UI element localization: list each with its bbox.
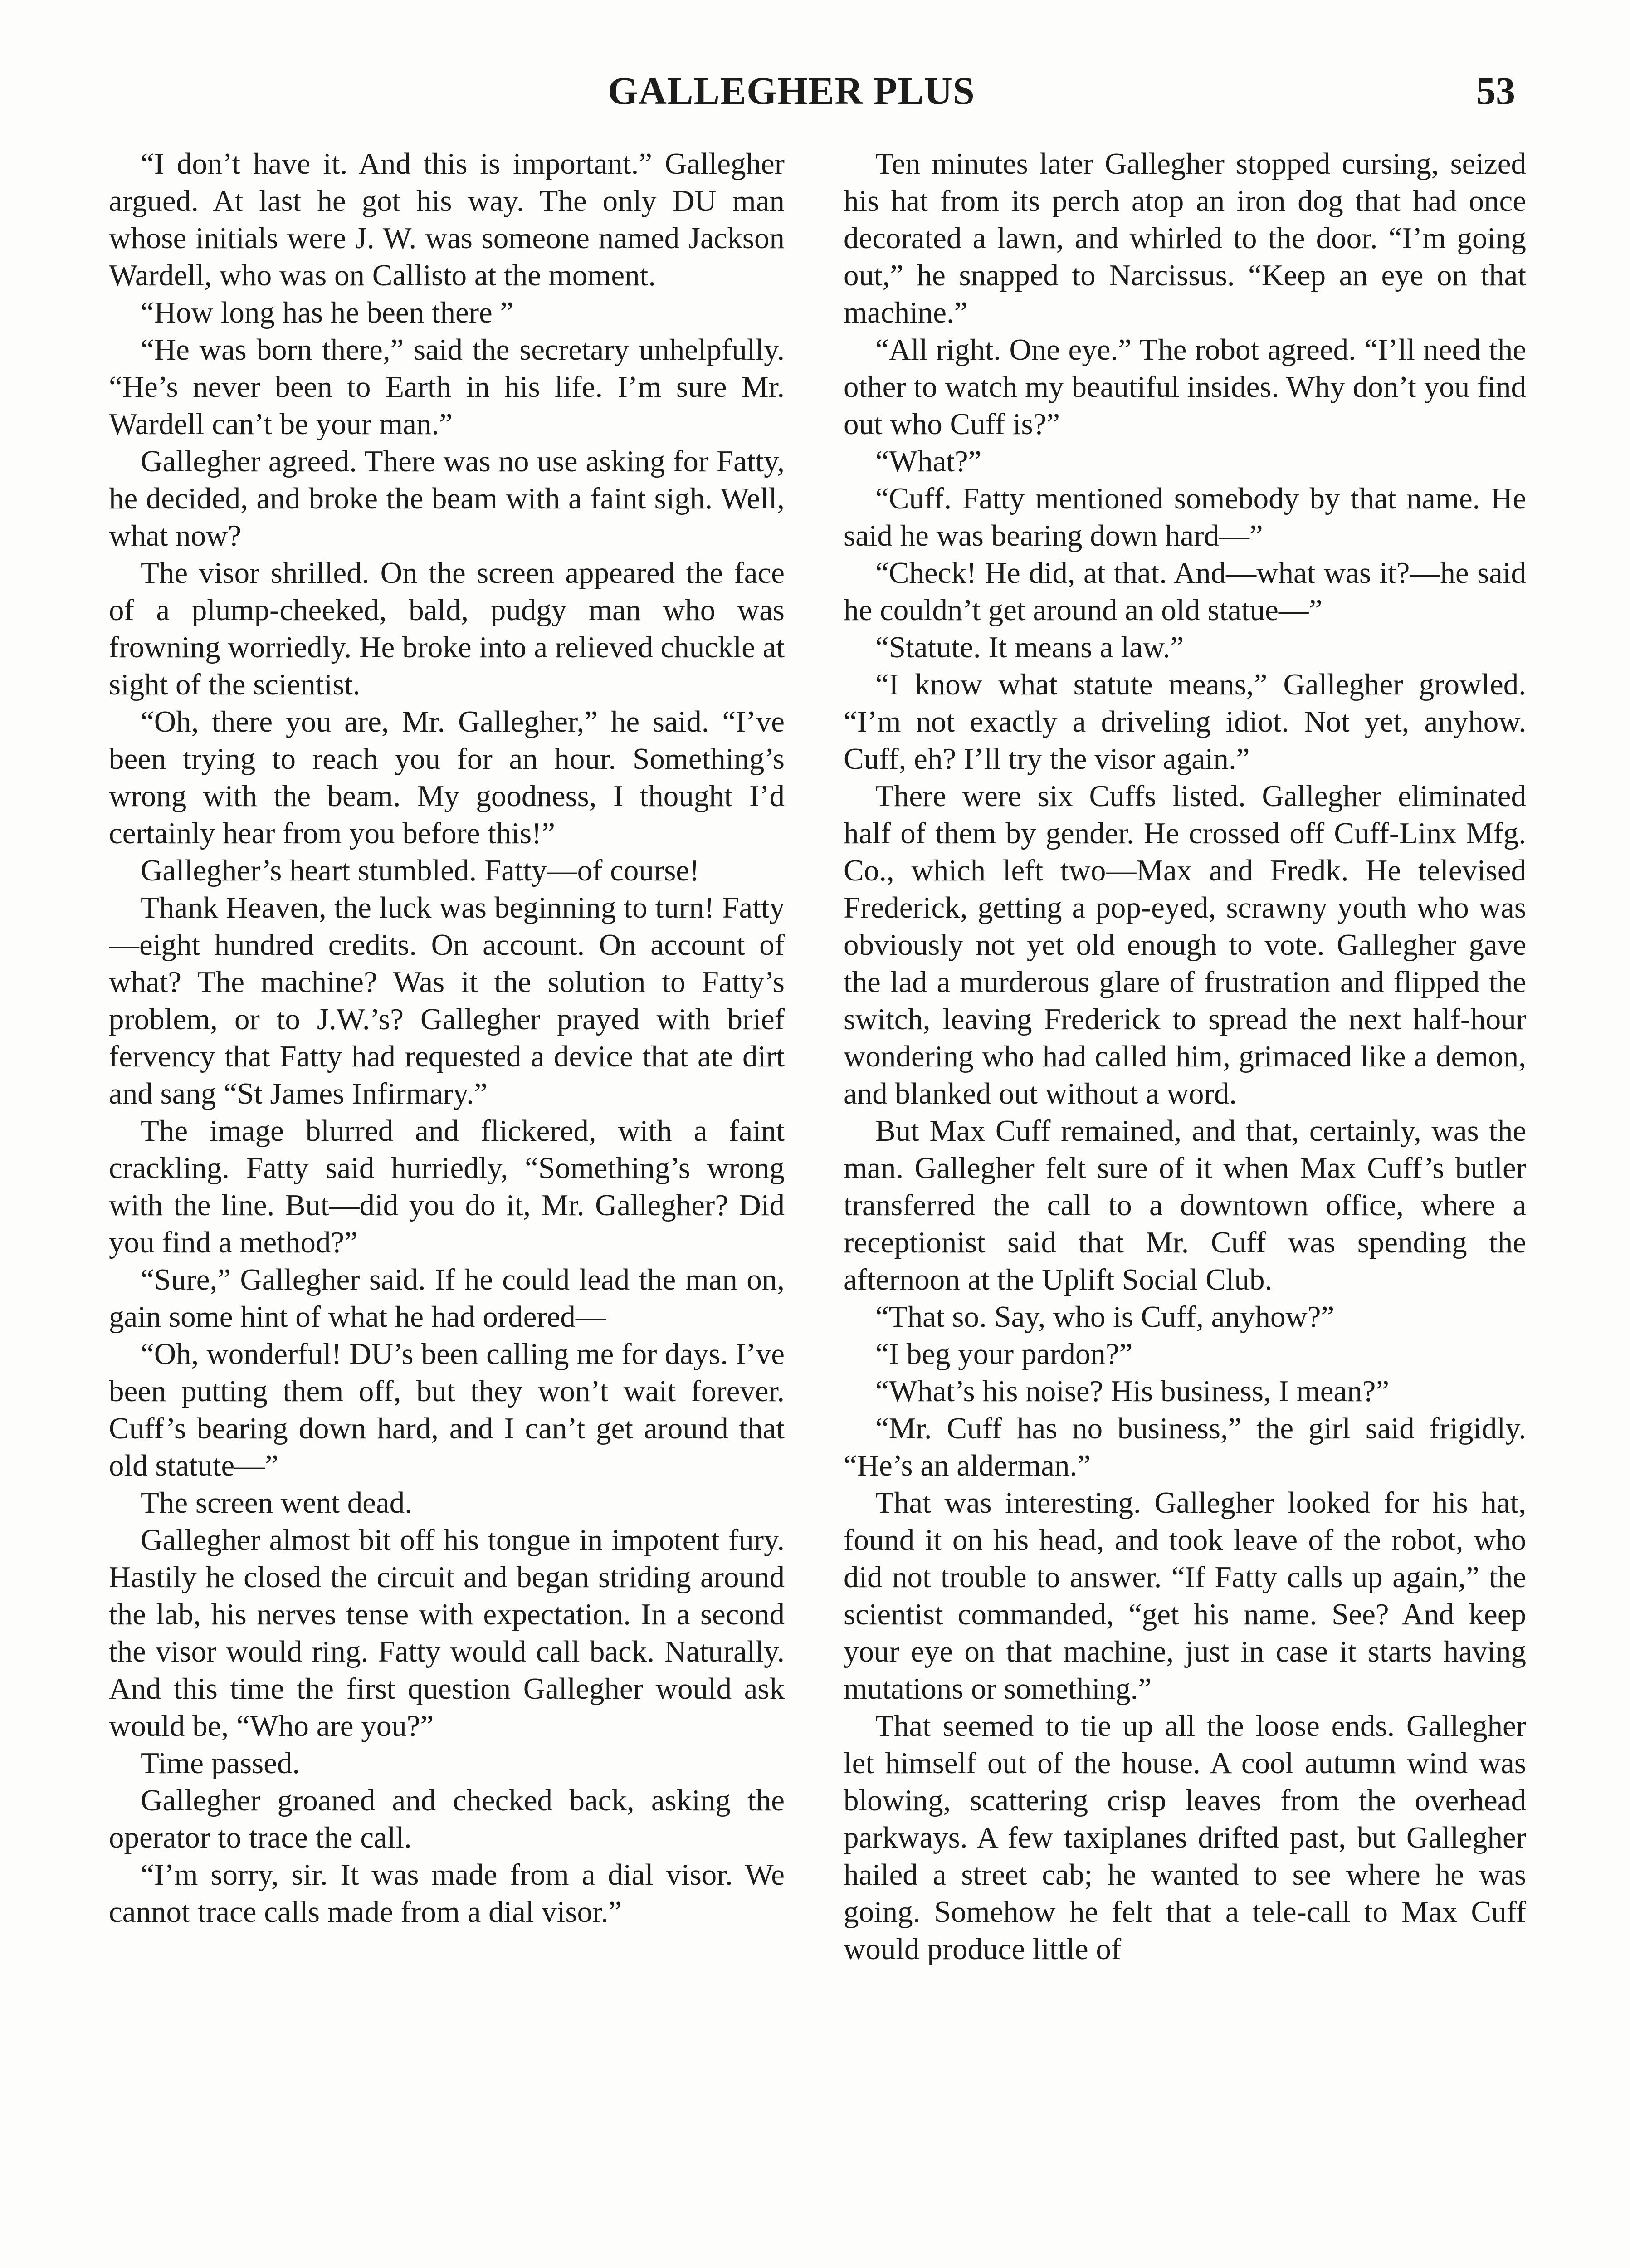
left-column — [109, 145, 785, 2268]
paragraph: “Check! He did, at that. And—what was it?—he said he couldn’t get around an old statue—” — [844, 556, 1526, 627]
paragraph: “What?” — [875, 445, 982, 478]
paragraph: But Max Cuff remained, and that, certainly, was the man. Gallegher felt sure of it when Max Cuff’s butler transferred the call to a downtown office, where a receptionist said that Mr. Cuff was spending the afternoon at the Uplift Social Club. — [844, 1114, 1526, 1296]
paragraph: “What’s his noise? His business, I mean?” — [875, 1374, 1390, 1408]
paragraph: “I beg your pardon?” — [875, 1337, 1133, 1371]
paragraph: “Cuff. Fatty mentioned somebody by that name. He said he was bearing down hard—” — [844, 482, 1526, 552]
paragraph: “I don’t have it. And this is important.” Gallegher argued. At last he got his way. The only DU man whose initials were J. W. was someone named Jackson Wardell, who was on Callisto at the moment. — [109, 147, 785, 292]
paragraph: Gallegher groaned and checked back, asking the operator to trace the call. — [109, 1784, 785, 1854]
paragraph: “How long has he been there ” — [141, 296, 514, 329]
paragraph: The visor shrilled. On the screen appeared the face of a plump-cheeked, bald, pudgy man who was frowning worriedly. He broke into a relieved chuckle at sight of the scientist. — [109, 556, 785, 701]
page-header — [0, 68, 1630, 136]
paragraph: There were six Cuffs listed. Gallegher eliminated half of them by gender. He crossed off Cuff-Linx Mfg. Co., which left two—Max and Fredk. He televised Frederick, getting a pop-eyed, scrawny youth who was obviously not yet old enough to vote. Gallegher gave the lad a murderous glare of frustration and flipped the switch, leaving Frederick to spread the next half-hour wondering who had called him, grimaced like a demon, and blanked out without a word. — [844, 779, 1526, 1110]
paragraph: That seemed to tie up all the loose ends. Gallegher let himself out of the house. A cool autumn wind was blowing, scattering crisp leaves from the overhead parkways. A few taxiplanes drifted past, but Gallegher hailed a street cab; he wanted to see where he was going. Somehow he felt that a tele-call to Max Cuff would produce little of — [844, 1709, 1526, 1966]
paragraph: Ten minutes later Gallegher stopped cursing, seized his hat from its perch atop an iron dog that had once decorated a lawn, and whirled to the door. “I’m going out,” he snapped to Narcissus. “Keep an eye on that machine.” — [844, 147, 1526, 329]
paragraph: Time passed. — [141, 1746, 300, 1780]
paragraph: “I know what statute means,” Gallegher growled. “I’m not exactly a driveling idiot. Not yet, anyhow. Cuff, eh? I’ll try the visor again.” — [844, 668, 1526, 776]
paragraph: “He was born there,” said the secretary unhelpfully. “He’s never been to Earth in his life. I’m sure Mr. Wardell can’t be your man.” — [109, 333, 785, 441]
paragraph: “That so. Say, who is Cuff, anyhow?” — [875, 1300, 1335, 1334]
paragraph: Gallegher’s heart stumbled. Fatty—of course! — [141, 854, 700, 887]
paragraph: Thank Heaven, the luck was beginning to turn! Fatty—eight hundred credits. On account. On account of what? The machine? Was it the solution to Fatty’s problem, or to J.W.’s? Gallegher prayed with brief fervency that Fatty had requested a device that ate dirt and sang “St James Infirmary.” — [109, 891, 785, 1110]
running-title: GALLEGHER PLUS — [608, 69, 975, 112]
right-column — [844, 145, 1526, 2268]
paragraph: “Statute. It means a law.” — [875, 631, 1184, 664]
paragraph: The screen went dead. — [141, 1486, 412, 1520]
page-number: 53 — [1476, 69, 1515, 112]
paragraph: Gallegher agreed. There was no use asking for Fatty, he decided, and broke the beam with a faint sigh. Well, what now? — [109, 445, 785, 552]
paragraph: “Sure,” Gallegher said. If he could lead the man on, gain some hint of what he had ordered— — [109, 1263, 785, 1334]
paragraph: That was interesting. Gallegher looked for his hat, found it on his head, and took leave of the robot, who did not trouble to answer. “If Fatty calls up again,” the scientist commanded, “get his name. See? And keep your eye on that machine, just in case it starts having mutations or something.” — [844, 1486, 1526, 1706]
paragraph: “All right. One eye.” The robot agreed. “I’ll need the other to watch my beautiful insides. Why don’t you find out who Cuff is?” — [844, 333, 1526, 441]
paragraph: “Mr. Cuff has no business,” the girl said frigidly. “He’s an alderman.” — [844, 1412, 1526, 1482]
paragraph: “I’m sorry, sir. It was made from a dial visor. We cannot trace calls made from a dial visor.” — [109, 1858, 785, 1929]
paragraph: “Oh, wonderful! DU’s been calling me for days. I’ve been putting them off, but they won’t wait forever. Cuff’s bearing down hard, and I can’t get around that old statute—” — [109, 1337, 785, 1482]
paragraph: The image blurred and flickered, with a faint crackling. Fatty said hurriedly, “Something’s wrong with the line. But—did you do it, Mr. Gallegher? Did you find a method?” — [109, 1114, 785, 1259]
paragraph: Gallegher almost bit off his tongue in impotent fury. Hastily he closed the circuit and began striding around the lab, his nerves tense with expectation. In a second the visor would ring. Fatty would call back. Naturally. And this time the first question Gallegher would ask would be, “Who are you?” — [109, 1523, 785, 1743]
paragraph: “Oh, there you are, Mr. Gallegher,” he said. “I’ve been trying to reach you for an hour. Something’s wrong with the beam. My goodness, I thought I’d certainly hear from you before this!” — [109, 705, 785, 850]
